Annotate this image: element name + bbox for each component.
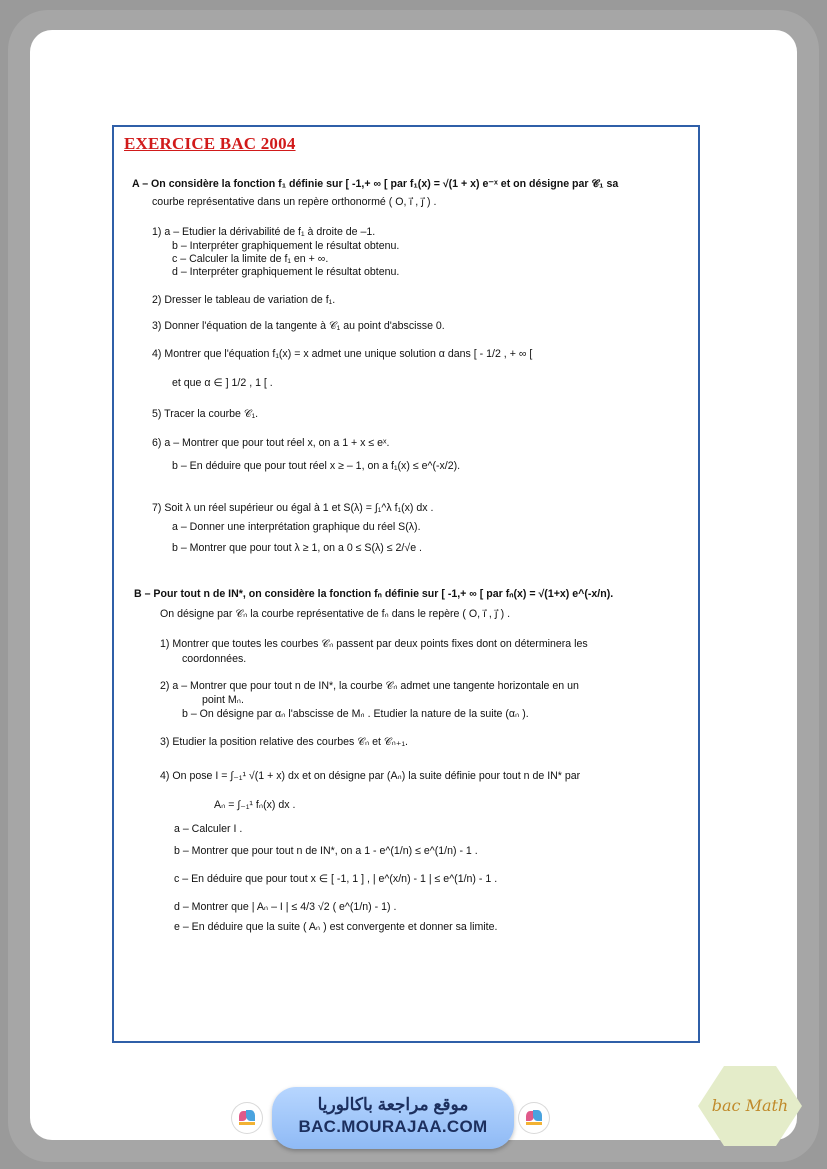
exercise-line: d – Interpréter graphiquement le résultat obtenu.	[172, 266, 400, 278]
exercise-line: a – Calculer I .	[174, 823, 243, 835]
exercise-line: c – Calculer la limite de f₁ en + ∞.	[172, 253, 329, 265]
exercise-line: 5) Tracer la courbe 𝒞₁.	[152, 408, 259, 420]
exercise-line: 2) a – Montrer que pour tout n de IN*, la courbe 𝒞ₙ admet une tangente horizontale en un	[160, 680, 579, 692]
exercise-line: courbe représentative dans un repère orthonormé ( O, i⃗ , j⃗ ) .	[152, 196, 437, 208]
exercise-line: 4) Montrer que l'équation f₁(x) = x admet une unique solution α dans [ - 1/2 , + ∞ [	[152, 348, 533, 360]
exercise-line: c – En déduire que pour tout x ∈ [ -1, 1 ] , | e^(x/n) - 1 | ≤ e^(1/n) - 1 .	[174, 873, 498, 885]
exercise-line: A – On considère la fonction f₁ définie sur [ -1,+ ∞ [ par f₁(x) = √(1 + x) e⁻ˣ et on désigne par 𝒞₁ sa	[132, 178, 619, 190]
exercise-line: Aₙ = ∫₋₁¹ fₙ(x) dx .	[214, 799, 296, 811]
exercise-line: 3) Donner l'équation de la tangente à 𝒞₁ au point d'abscisse 0.	[152, 320, 445, 332]
exercise-line: b – Montrer que pour tout n de IN*, on a 1 - e^(1/n) ≤ e^(1/n) - 1 .	[174, 845, 478, 857]
exercise-line: 6) a – Montrer que pour tout réel x, on a 1 + x ≤ eˣ.	[152, 437, 390, 449]
exercise-line: b – Montrer que pour tout λ ≥ 1, on a 0 ≤ S(λ) ≤ 2/√e .	[172, 542, 422, 554]
exercise-line: 2) Dresser le tableau de variation de f₁.	[152, 294, 336, 306]
exercise-line: b – On désigne par αₙ l'abscisse de Mₙ . Etudier la nature de la suite (αₙ ).	[182, 708, 529, 720]
exercise-line: 7) Soit λ un réel supérieur ou égal à 1 et S(λ) = ∫₁^λ f₁(x) dx .	[152, 502, 434, 514]
exercise-line: On désigne par 𝒞ₙ la courbe représentative de fₙ dans le repère ( O, i⃗ , j⃗ ) .	[160, 608, 511, 620]
book-logo-icon	[232, 1103, 262, 1133]
exercise-line: 4) On pose I = ∫₋₁¹ √(1 + x) dx et on désigne par (Aₙ) la suite définie pour tout n de IN* par	[160, 770, 581, 782]
exercise-line: et que α ∈ ] 1/2 , 1 [ .	[172, 377, 273, 389]
exercise-line: 1) Montrer que toutes les courbes 𝒞ₙ passent par deux points fixes dont on déterminera les	[160, 638, 588, 650]
exercise-line: a – Donner une interprétation graphique du réel S(λ).	[172, 521, 421, 533]
exercise-line: b – En déduire que pour tout réel x ≥ – 1, on a f₁(x) ≤ e^(-x/2).	[172, 460, 461, 472]
badge-text: bac Math	[711, 1096, 789, 1115]
banner-arabic-text: موقع مراجعة باكالوريا	[317, 1095, 469, 1114]
exercise-line: e – En déduire que la suite ( Aₙ ) est convergente et donner sa limite.	[174, 921, 498, 933]
exercise-line: 3) Etudier la position relative des courbes 𝒞ₙ et 𝒞ₙ₊₁.	[160, 736, 408, 748]
book-logo-icon	[519, 1103, 549, 1133]
exercise-line: b – Interpréter graphiquement le résultat obtenu.	[172, 240, 400, 252]
exercise-line: 1) a – Etudier la dérivabilité de f₁ à droite de –1.	[152, 226, 376, 238]
exercise-line: coordonnées.	[182, 653, 247, 665]
exercise-line: point Mₙ.	[202, 694, 244, 706]
site-banner[interactable]	[272, 1087, 514, 1149]
banner-url[interactable]: BAC.MOURAJAA.COM	[298, 1117, 488, 1136]
bac-math-badge	[698, 1066, 802, 1146]
exercise-line: B – Pour tout n de IN*, on considère la fonction fₙ définie sur [ -1,+ ∞ [ par fₙ(x) = √(1+x) e^(-x/n).	[134, 588, 614, 600]
exercise-line: d – Montrer que | Aₙ – I | ≤ 4/3 √2 ( e^(1/n) - 1) .	[174, 901, 397, 913]
exercise-title: EXERCICE BAC 2004	[124, 134, 296, 153]
